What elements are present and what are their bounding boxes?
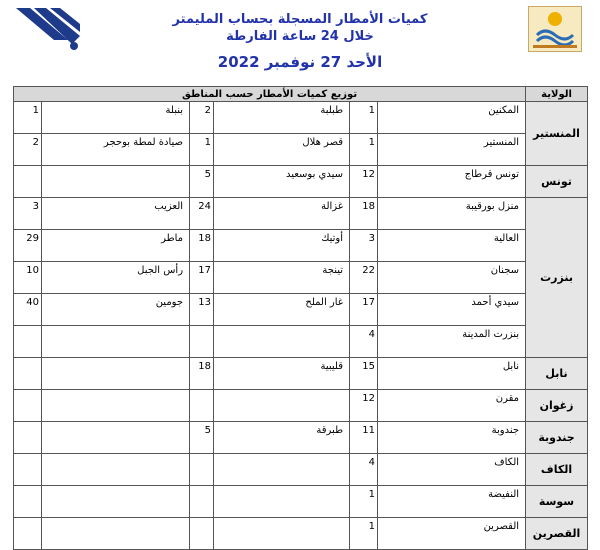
meteo-logo-right [528, 6, 582, 52]
region-name: جندوبة [378, 422, 526, 454]
region-name: المنستير [378, 134, 526, 166]
rainfall-value [14, 166, 42, 198]
table-row [14, 134, 588, 166]
rainfall-table [13, 86, 588, 550]
region-name: تينجة [214, 262, 350, 294]
region-name: منزل بورقيبة [378, 198, 526, 230]
rainfall-value: 5 [190, 422, 214, 454]
region-name: أوتيك [214, 230, 350, 262]
region-name [214, 486, 350, 518]
rainfall-value: 3 [350, 230, 378, 262]
rainfall-value: 5 [190, 166, 214, 198]
rainfall-value: 24 [190, 198, 214, 230]
region-name: النفيضة [378, 486, 526, 518]
rainfall-value: 29 [14, 230, 42, 262]
governorate-cell: بنزرت [526, 198, 588, 358]
rainfall-value: 1 [350, 134, 378, 166]
table-row [14, 486, 588, 518]
region-name: بنبلة [42, 102, 190, 134]
region-name [42, 486, 190, 518]
region-name: المكنين [378, 102, 526, 134]
rainfall-value [14, 518, 42, 550]
governorate-cell: تونس [526, 166, 588, 198]
table-row [14, 262, 588, 294]
rainfall-value: 17 [350, 294, 378, 326]
rainfall-value: 4 [350, 454, 378, 486]
region-name [42, 358, 190, 390]
region-name: العالية [378, 230, 526, 262]
rainfall-value: 12 [350, 390, 378, 422]
region-name: ماطر [42, 230, 190, 262]
region-name: العزيب [42, 198, 190, 230]
governorate-header: الولاية [526, 87, 588, 102]
region-name: سيدي بوسعيد [214, 166, 350, 198]
region-name: غزالة [214, 198, 350, 230]
rainfall-value: 17 [190, 262, 214, 294]
governorate-cell: المنستير [526, 102, 588, 166]
rainfall-value: 4 [350, 326, 378, 358]
page-subtitle: خلال 24 ساعة الفارطة [226, 29, 374, 44]
table-row [14, 230, 588, 262]
table-row [14, 294, 588, 326]
region-name: قليبية [214, 358, 350, 390]
table-row [14, 102, 588, 134]
rainfall-value: 10 [14, 262, 42, 294]
region-name [214, 518, 350, 550]
rainfall-value: 11 [350, 422, 378, 454]
region-name [42, 326, 190, 358]
table-header-row [14, 87, 588, 102]
rainfall-value: 3 [14, 198, 42, 230]
region-name [42, 518, 190, 550]
rainfall-value: 1 [14, 102, 42, 134]
region-name: نابل [378, 358, 526, 390]
report-date: الأحد 27 نوفمبر 2022 [217, 53, 383, 71]
rainfall-value [190, 390, 214, 422]
rainfall-value: 15 [350, 358, 378, 390]
table-row [14, 358, 588, 390]
rainfall-value [190, 454, 214, 486]
table-row [14, 454, 588, 486]
region-name: مقرن [378, 390, 526, 422]
region-name: طبلبة [214, 102, 350, 134]
region-name [42, 390, 190, 422]
table-row [14, 390, 588, 422]
region-name: القصرين [378, 518, 526, 550]
region-name: جومين [42, 294, 190, 326]
rainfall-value [14, 326, 42, 358]
region-name [42, 166, 190, 198]
distribution-header: توزيع كميات الأمطار حسب المناطق [14, 87, 526, 102]
rainfall-value [14, 486, 42, 518]
rainfall-value: 13 [190, 294, 214, 326]
governorate-cell: القصرين [526, 518, 588, 550]
region-name [214, 390, 350, 422]
rainfall-value: 1 [350, 102, 378, 134]
rainfall-value: 18 [190, 358, 214, 390]
table-row [14, 326, 588, 358]
rainfall-value: 1 [350, 486, 378, 518]
region-name: تونس قرطاج [378, 166, 526, 198]
region-name: صيادة لمطة بوحجر [42, 134, 190, 166]
rainfall-value [190, 326, 214, 358]
rainfall-value: 40 [14, 294, 42, 326]
table-row [14, 166, 588, 198]
region-name: الكاف [378, 454, 526, 486]
region-name: سيدي أحمد [378, 294, 526, 326]
table-row [14, 198, 588, 230]
rainfall-value: 2 [190, 102, 214, 134]
region-name: غار الملح [214, 294, 350, 326]
region-name [214, 454, 350, 486]
governorate-cell: سوسة [526, 486, 588, 518]
table-row [14, 422, 588, 454]
rainfall-value [14, 358, 42, 390]
table-row [14, 518, 588, 550]
governorate-cell: نابل [526, 358, 588, 390]
rainfall-value: 1 [190, 134, 214, 166]
page-title: كميات الأمطار المسجلة بحساب المليمتر [172, 12, 428, 27]
rainfall-value [190, 486, 214, 518]
rainfall-value: 18 [350, 198, 378, 230]
rainfall-value: 12 [350, 166, 378, 198]
governorate-cell: زغوان [526, 390, 588, 422]
region-name: قصر هلال [214, 134, 350, 166]
rainfall-value: 1 [350, 518, 378, 550]
region-name [214, 326, 350, 358]
rainfall-value [14, 422, 42, 454]
region-name: سجنان [378, 262, 526, 294]
rainfall-value: 2 [14, 134, 42, 166]
rainfall-value [14, 454, 42, 486]
governorate-cell: جندوبة [526, 422, 588, 454]
rainfall-value: 22 [350, 262, 378, 294]
region-name: طبرقة [214, 422, 350, 454]
region-name [42, 454, 190, 486]
institute-logo-left [16, 6, 80, 52]
region-name [42, 422, 190, 454]
rainfall-value [14, 390, 42, 422]
region-name: رأس الجبل [42, 262, 190, 294]
rainfall-value: 18 [190, 230, 214, 262]
region-name: بنزرت المدينة [378, 326, 526, 358]
governorate-cell: الكاف [526, 454, 588, 486]
rainfall-value [190, 518, 214, 550]
